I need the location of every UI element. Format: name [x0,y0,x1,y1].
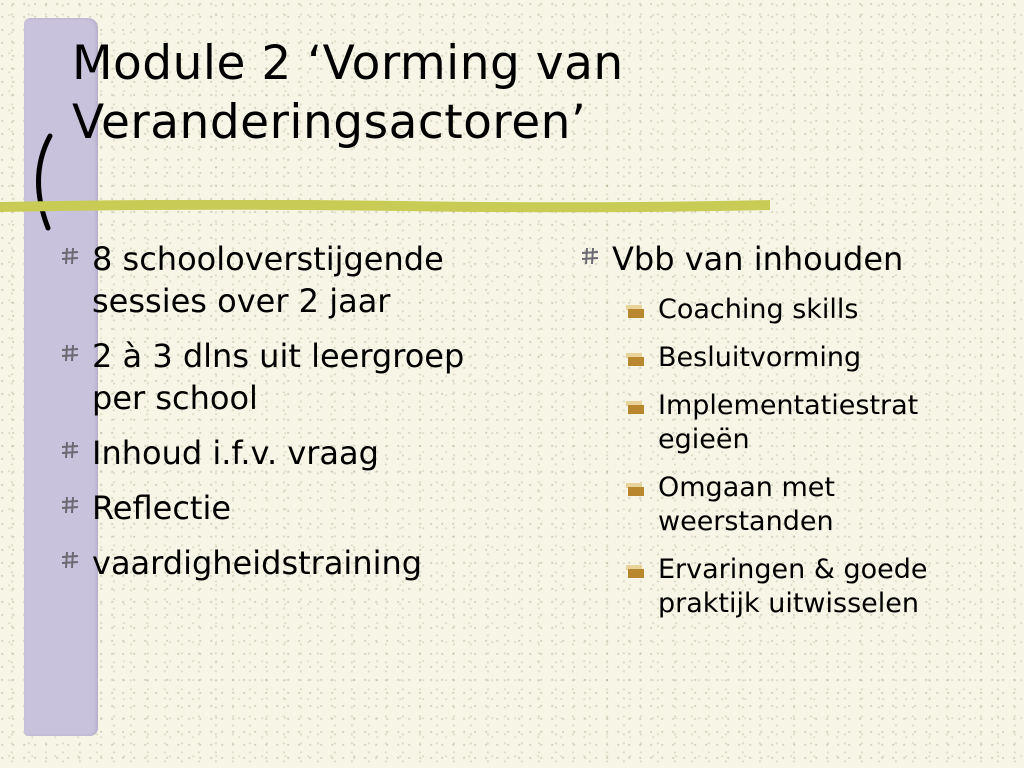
list-item [58,335,538,419]
hash-bullet-icon [60,343,80,363]
hash-bullet-icon [60,495,80,515]
sub-list-item [612,293,1008,327]
bar-bullet-icon [626,353,644,366]
item-text: 2 à 3 dlns uit leergroep [92,337,465,375]
item-text: 8 schooloverstijgende [92,240,444,278]
bar-bullet-icon [626,401,644,414]
slide-title [72,34,972,152]
sub-item-text: Besluitvorming [658,342,862,373]
bar-bullet-icon [626,305,644,318]
sub-item-text: weerstanden [658,506,834,537]
sub-list-item [612,471,1008,539]
item-text: sessies over 2 jaar [92,282,391,320]
sub-list-container [578,293,1008,621]
left-bullet-list [58,238,538,597]
bar-bullet-icon [626,565,644,578]
list-item [58,542,538,584]
item-text: Inhoud i.f.v. vraag [92,434,379,472]
title-line-1: Module 2 ‘Vorming van [72,36,624,91]
list-item [58,238,538,322]
sub-item-text: Implementatiestrat [658,390,919,421]
sub-bullet-list [578,293,1008,621]
hash-bullet-icon [60,246,80,266]
sub-item-text: Omgaan met [658,472,835,503]
list-item [58,432,538,474]
sub-list-item [612,389,1008,457]
hash-bullet-icon [580,246,600,266]
bracket-decoration-icon [30,132,58,232]
sub-item-text: Ervaringen & goede [658,554,928,585]
sub-item-text: Coaching skills [658,294,859,325]
right-bullet-list [578,238,1008,635]
bar-bullet-icon [626,483,644,496]
hash-bullet-icon [60,440,80,460]
list-item [58,487,538,529]
title-line-2: Veranderingsactoren’ [72,95,587,150]
right-heading-text: Vbb van inhouden [612,240,904,278]
sub-list-item [612,553,1008,621]
title-underline-stroke [0,200,770,214]
sub-item-text: praktijk uitwisselen [658,588,919,619]
hash-bullet-icon [60,550,80,570]
item-text: Reflectie [92,489,232,527]
list-item [578,238,1008,280]
sub-item-text: egieën [658,424,750,455]
item-text: vaardigheidstraining [92,544,423,582]
item-text: per school [92,379,258,417]
sub-list-item [612,341,1008,375]
